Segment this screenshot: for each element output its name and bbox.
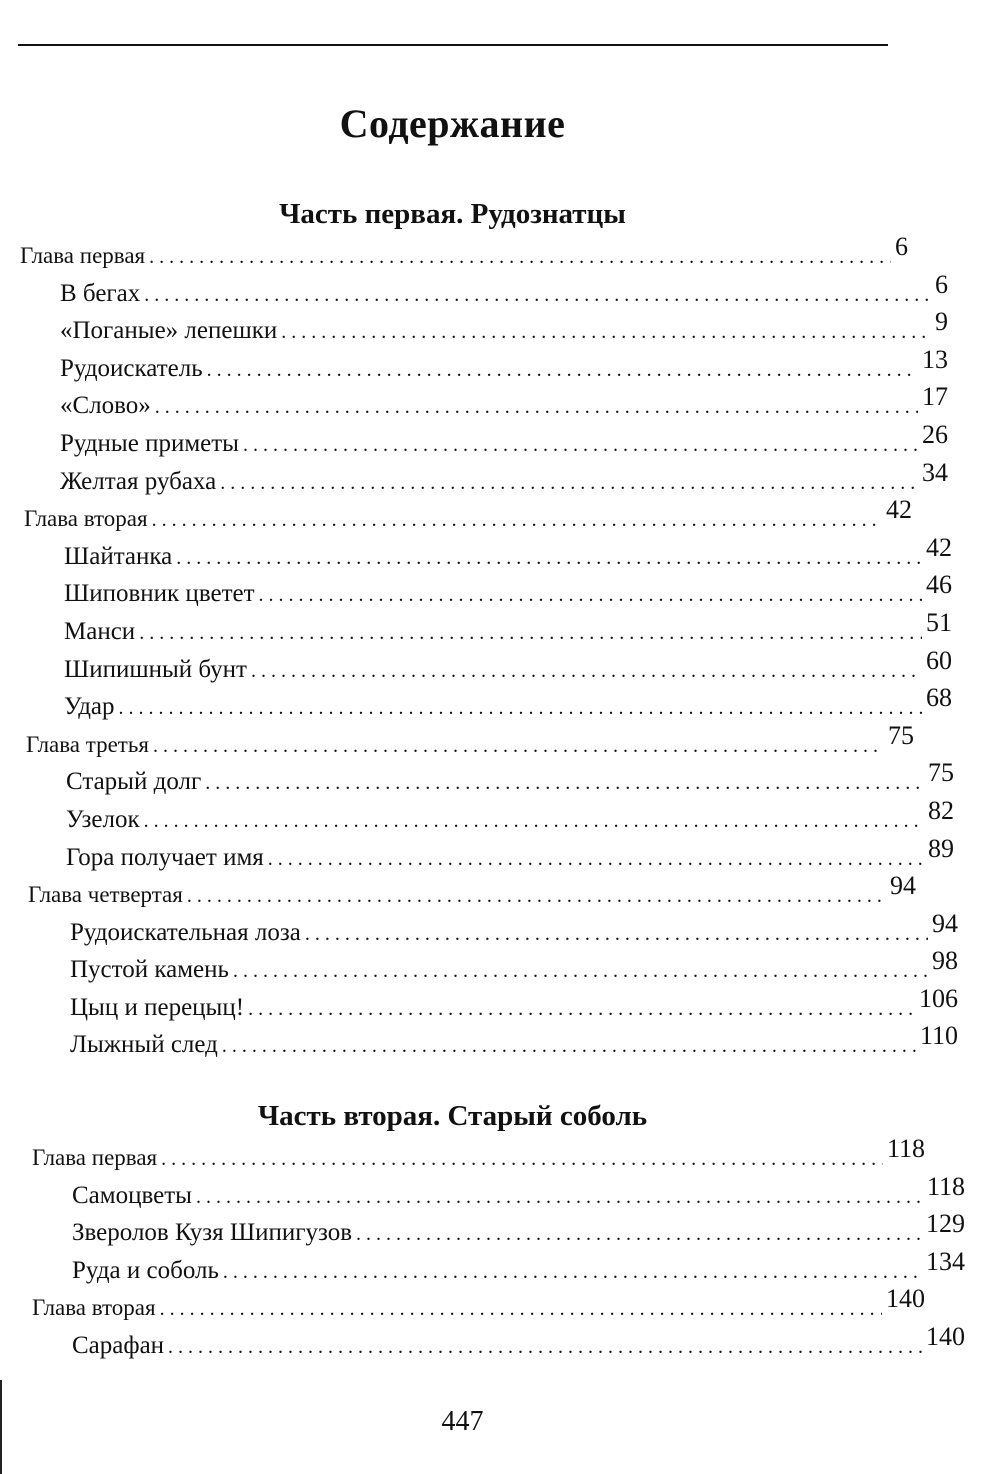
dot-leader <box>152 502 882 540</box>
entry-title: «Слово» <box>60 392 151 420</box>
toc-section-entry[interactable] <box>0 983 958 1026</box>
dot-leader <box>207 352 918 390</box>
page-number: 447 <box>441 1406 484 1437</box>
toc-section-entry[interactable] <box>0 946 958 988</box>
entry-title: Зверолов Кузя Шипигузов <box>72 1219 353 1247</box>
dot-leader <box>281 314 931 352</box>
toc-section-entry[interactable] <box>0 382 948 424</box>
entry-title: В бегах <box>60 279 141 307</box>
entry-title: Глава вторая <box>24 506 148 532</box>
toc-chapter-entry[interactable] <box>0 1134 925 1176</box>
entry-title: Глава четвертая <box>28 882 183 908</box>
entry-title: Удар <box>64 693 115 721</box>
dot-leader <box>161 1141 883 1179</box>
entry-title: Рудоискательная лоза <box>70 918 301 946</box>
part-one-heading: Часть первая. Рудознатцы <box>279 198 626 230</box>
toc-section-entry[interactable] <box>0 1209 965 1251</box>
entry-page-number: 140 <box>926 1321 965 1351</box>
entry-page-number: 140 <box>886 1284 925 1314</box>
dot-leader <box>356 1216 922 1254</box>
entry-page-number: 26 <box>922 419 948 449</box>
entry-page-number: 75 <box>928 758 954 788</box>
entry-title: Шипишный бунт <box>64 655 247 683</box>
scan-edge-mark <box>0 1380 2 1474</box>
entry-page-number: 42 <box>926 532 952 562</box>
toc-section-entry[interactable] <box>0 344 948 387</box>
dot-leader <box>144 277 931 315</box>
toc-section-entry[interactable] <box>0 532 952 575</box>
toc-section-entry[interactable] <box>0 1321 965 1364</box>
dot-leader <box>144 803 924 841</box>
entry-title: Желтая рубаха <box>60 467 217 495</box>
entry-page-number: 34 <box>922 457 948 487</box>
dot-leader <box>153 728 884 766</box>
entry-page-number: 110 <box>919 1021 958 1051</box>
entry-title: Пустой камень <box>70 956 229 984</box>
entry-page-number: 75 <box>888 720 914 750</box>
toc-section-entry[interactable] <box>0 1246 965 1289</box>
entry-title: Глава первая <box>32 1145 158 1170</box>
dot-leader <box>119 690 922 728</box>
toc-chapter-entry[interactable] <box>0 495 912 537</box>
dot-leader <box>220 465 918 503</box>
entry-page-number: 106 <box>919 983 958 1013</box>
dot-leader <box>139 615 922 653</box>
entry-page-number: 98 <box>932 946 958 976</box>
dot-leader <box>259 577 922 615</box>
toc-section-entry[interactable] <box>0 758 954 800</box>
dot-leader <box>168 1329 922 1367</box>
toc-chapter-entry[interactable] <box>0 232 908 274</box>
dot-leader <box>187 878 886 916</box>
entry-title: Шайтанка <box>64 542 173 570</box>
entry-title: Глава первая <box>20 243 146 268</box>
toc-chapter-entry[interactable] <box>0 1284 925 1326</box>
toc-section-entry[interactable] <box>0 683 952 725</box>
page-title: Содержание <box>339 101 566 146</box>
dot-leader <box>305 916 928 954</box>
entry-page-number: 46 <box>926 570 952 600</box>
dot-leader <box>251 653 922 691</box>
toc-part-one <box>0 232 1000 1063</box>
toc-section-entry[interactable] <box>0 269 948 312</box>
entry-title: Лыжный след <box>70 1031 218 1059</box>
entry-title: Цыц и перецыц! <box>70 993 245 1021</box>
entry-title: Руда и соболь <box>72 1256 219 1284</box>
entry-page-number: 17 <box>922 382 948 412</box>
entry-page-number: 89 <box>928 833 954 863</box>
entry-page-number: 6 <box>895 232 908 261</box>
dot-leader <box>205 765 924 803</box>
entry-page-number: 134 <box>926 1246 965 1276</box>
dot-leader <box>248 991 915 1029</box>
entry-page-number: 94 <box>890 871 916 901</box>
entry-title: Шиповник цветет <box>64 580 255 608</box>
entry-page-number: 9 <box>935 307 948 337</box>
entry-title: Рудоискатель <box>60 354 203 382</box>
dot-leader <box>223 1254 922 1292</box>
dot-leader <box>149 239 891 277</box>
entry-page-number: 82 <box>928 795 954 825</box>
toc-chapter-entry[interactable] <box>0 871 916 913</box>
toc-section-entry[interactable] <box>0 833 954 876</box>
entry-page-number: 42 <box>886 495 912 525</box>
dot-leader <box>160 1291 882 1329</box>
entry-title: «Поганые» лепешки <box>60 317 278 345</box>
entry-title: Самоцветы <box>72 1181 192 1209</box>
entry-page-number: 13 <box>922 344 948 374</box>
dot-leader <box>243 427 918 465</box>
entry-page-number: 68 <box>926 683 952 713</box>
toc-section-entry[interactable] <box>0 1171 965 1214</box>
toc-chapter-entry[interactable] <box>0 720 914 763</box>
entry-title: Глава третья <box>26 731 149 757</box>
dot-leader <box>268 841 924 879</box>
entry-page-number: 6 <box>935 269 948 299</box>
entry-page-number: 51 <box>926 607 952 637</box>
toc-section-entry[interactable] <box>0 419 948 462</box>
top-rule <box>18 44 888 46</box>
dot-leader <box>196 1179 923 1217</box>
toc-section-entry[interactable] <box>0 908 958 951</box>
toc-section-entry[interactable] <box>0 607 952 650</box>
entry-page-number: 118 <box>886 1134 925 1163</box>
entry-title: Манси <box>64 617 136 645</box>
dot-leader <box>222 1028 916 1066</box>
entry-title: Узелок <box>66 805 140 833</box>
entry-title: Гора получает имя <box>66 843 264 871</box>
entry-title: Сарафан <box>72 1331 165 1359</box>
part-two-heading: Часть вторая. Старый соболь <box>257 1100 648 1132</box>
dot-leader <box>176 540 922 578</box>
entry-page-number: 129 <box>926 1209 965 1239</box>
toc-part-two <box>0 1134 1000 1364</box>
toc-section-entry[interactable] <box>0 457 948 500</box>
toc-section-entry[interactable] <box>0 645 952 688</box>
entry-title: Глава вторая <box>32 1295 156 1321</box>
dot-leader <box>233 953 928 991</box>
toc-section-entry[interactable] <box>0 307 948 349</box>
entry-page-number: 118 <box>926 1171 965 1201</box>
toc-section-entry[interactable] <box>0 1021 958 1063</box>
entry-title: Рудные приметы <box>60 429 239 457</box>
entry-title: Старый долг <box>66 768 202 796</box>
dot-leader <box>155 389 918 427</box>
toc-section-entry[interactable] <box>0 795 954 838</box>
entry-page-number: 60 <box>926 645 952 675</box>
entry-page-number: 94 <box>932 908 958 938</box>
toc-section-entry[interactable] <box>0 570 952 612</box>
